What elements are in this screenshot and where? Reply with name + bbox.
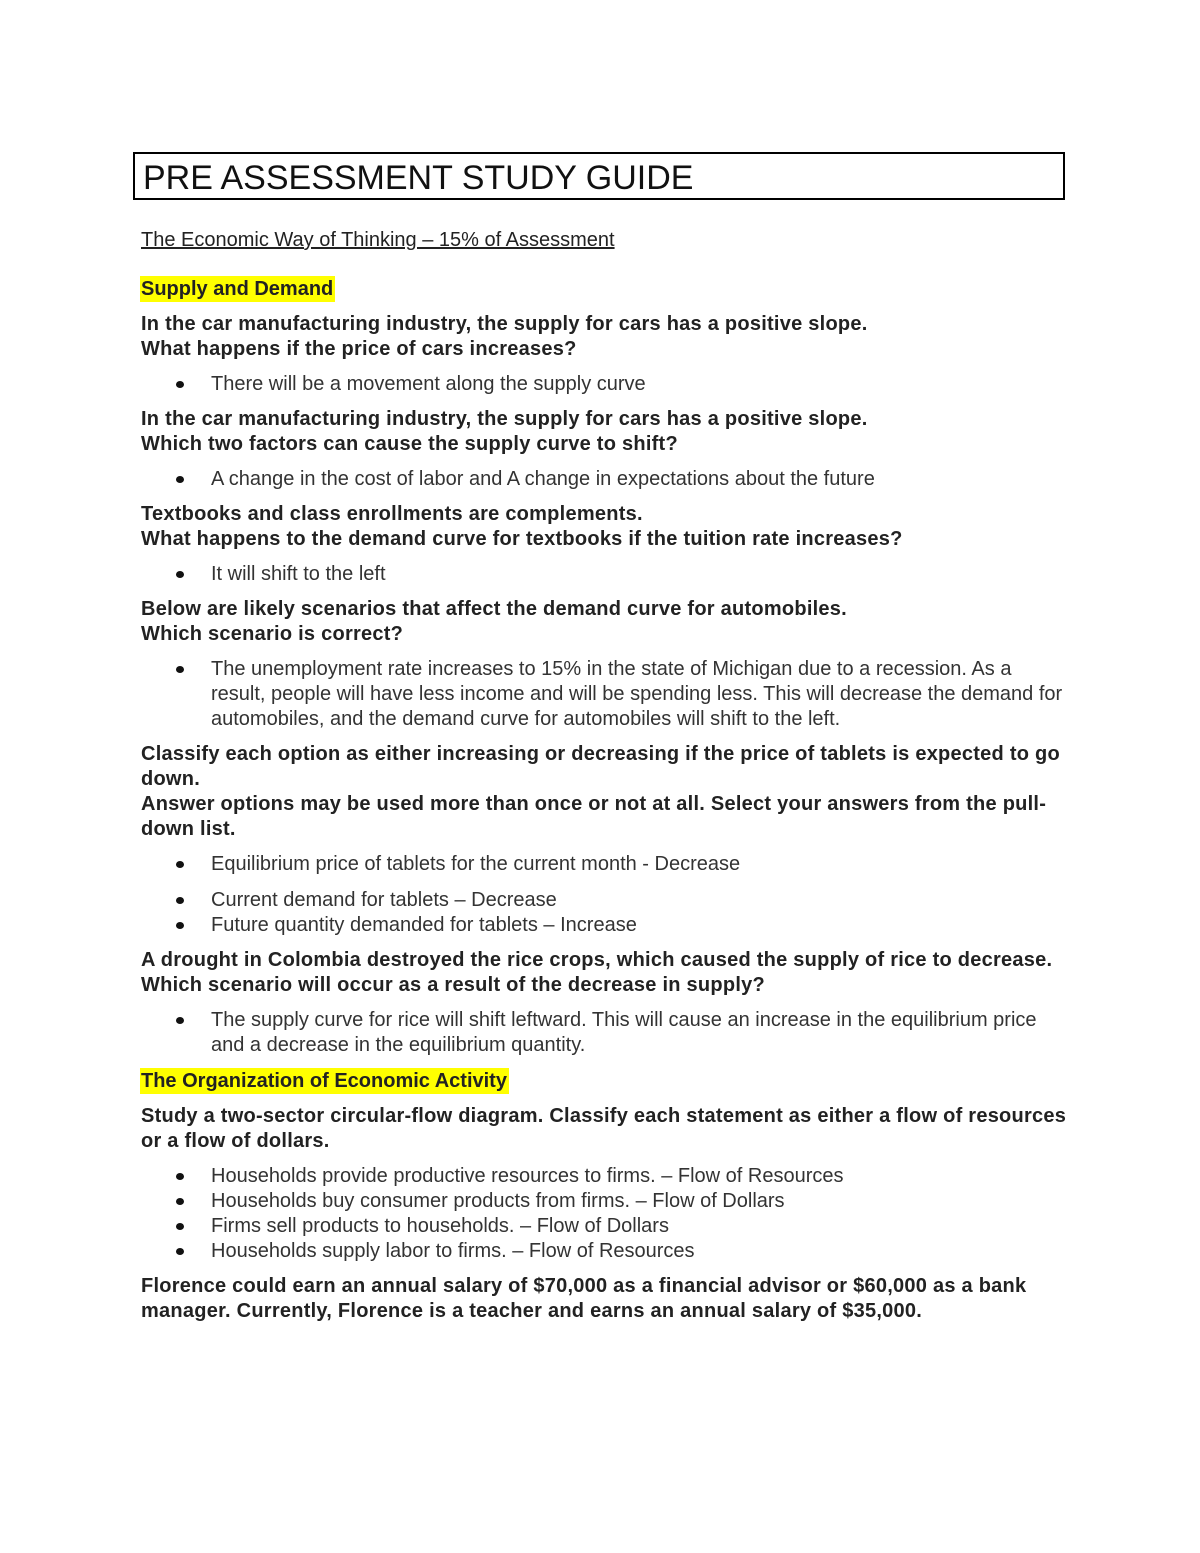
answer-list [141, 1164, 1071, 1264]
section-heading-organization: The Organization of Economic Activity [141, 1070, 507, 1092]
question-line: Below are likely scenarios that affect the demand curve for automobiles. [141, 598, 847, 620]
document-body [141, 226, 1071, 1324]
answer-item: Firms sell products to households. – Flow of Dollars [141, 1214, 1071, 1239]
answer-item: Households supply labor to firms. – Flow of Resources [141, 1239, 1071, 1264]
question-block [141, 1274, 1071, 1324]
question-line: Study a two-sector circular-flow diagram. Classify each statement as either a flow of resources or a flow of dollars. [141, 1105, 1067, 1152]
question-line: What happens to the demand curve for textbooks if the tuition rate increases? [141, 528, 903, 550]
answer-list [141, 1008, 1071, 1058]
answer-list [141, 372, 1071, 397]
question-block [141, 502, 1071, 587]
question-block [141, 742, 1071, 938]
question-line: Which two factors can cause the supply curve to shift? [141, 433, 678, 455]
section-heading-supply-demand: Supply and Demand [141, 278, 334, 300]
answer-list [141, 657, 1071, 732]
question-block [141, 597, 1071, 732]
question-line: Textbooks and class enrollments are complements. [141, 503, 643, 525]
question-block [141, 407, 1071, 492]
answer-list [141, 562, 1071, 587]
answer-item: There will be a movement along the supply curve [141, 372, 1071, 397]
answer-item: Households provide productive resources to firms. – Flow of Resources [141, 1164, 1071, 1189]
question-line: Which scenario is correct? [141, 623, 404, 645]
question-line: In the car manufacturing industry, the supply for cars has a positive slope. [141, 313, 868, 335]
answer-item: A change in the cost of labor and A change in expectations about the future [141, 467, 1071, 492]
answer-item: Future quantity demanded for tablets – Increase [141, 913, 1071, 938]
answer-item: It will shift to the left [141, 562, 1071, 587]
answer-item: Equilibrium price of tablets for the current month - Decrease [141, 852, 1071, 877]
question-line: In the car manufacturing industry, the supply for cars has a positive slope. [141, 408, 868, 430]
answer-list [141, 467, 1071, 492]
answer-item: The supply curve for rice will shift leftward. This will cause an increase in the equilibrium price and a decrease in the equilibrium quantity. [141, 1008, 1071, 1058]
answer-list [141, 852, 1071, 938]
answer-item: Households buy consumer products from firms. – Flow of Dollars [141, 1189, 1071, 1214]
answer-item: The unemployment rate increases to 15% in the state of Michigan due to a recession. As a result, people will have less income and will be spending less. This will decrease the demand for automobiles, and the demand curve for automobiles will shift to the left. [141, 657, 1071, 732]
question-line: Answer options may be used more than once or not at all. Select your answers from the pull-down list. [141, 793, 1047, 840]
question-block [141, 312, 1071, 397]
question-line: Which scenario will occur as a result of the decrease in supply? [141, 974, 765, 996]
question-line: What happens if the price of cars increases? [141, 338, 577, 360]
answer-item: Current demand for tablets – Decrease [141, 888, 1071, 913]
question-line: A drought in Colombia destroyed the rice crops, which caused the supply of rice to decrease. [141, 949, 1053, 971]
question-line: Florence could earn an annual salary of $70,000 as a financial advisor or $60,000 as a bank manager. Currently, Florence is a teacher and earns an annual salary of $35,000. [141, 1275, 1027, 1322]
question-block [141, 1104, 1071, 1264]
section-link: The Economic Way of Thinking – 15% of Assessment [141, 229, 615, 251]
question-line: Classify each option as either increasing or decreasing if the price of tablets is expected to go down. [141, 743, 1060, 790]
page-title: PRE ASSESSMENT STUDY GUIDE [133, 152, 1065, 200]
question-block [141, 948, 1071, 1058]
